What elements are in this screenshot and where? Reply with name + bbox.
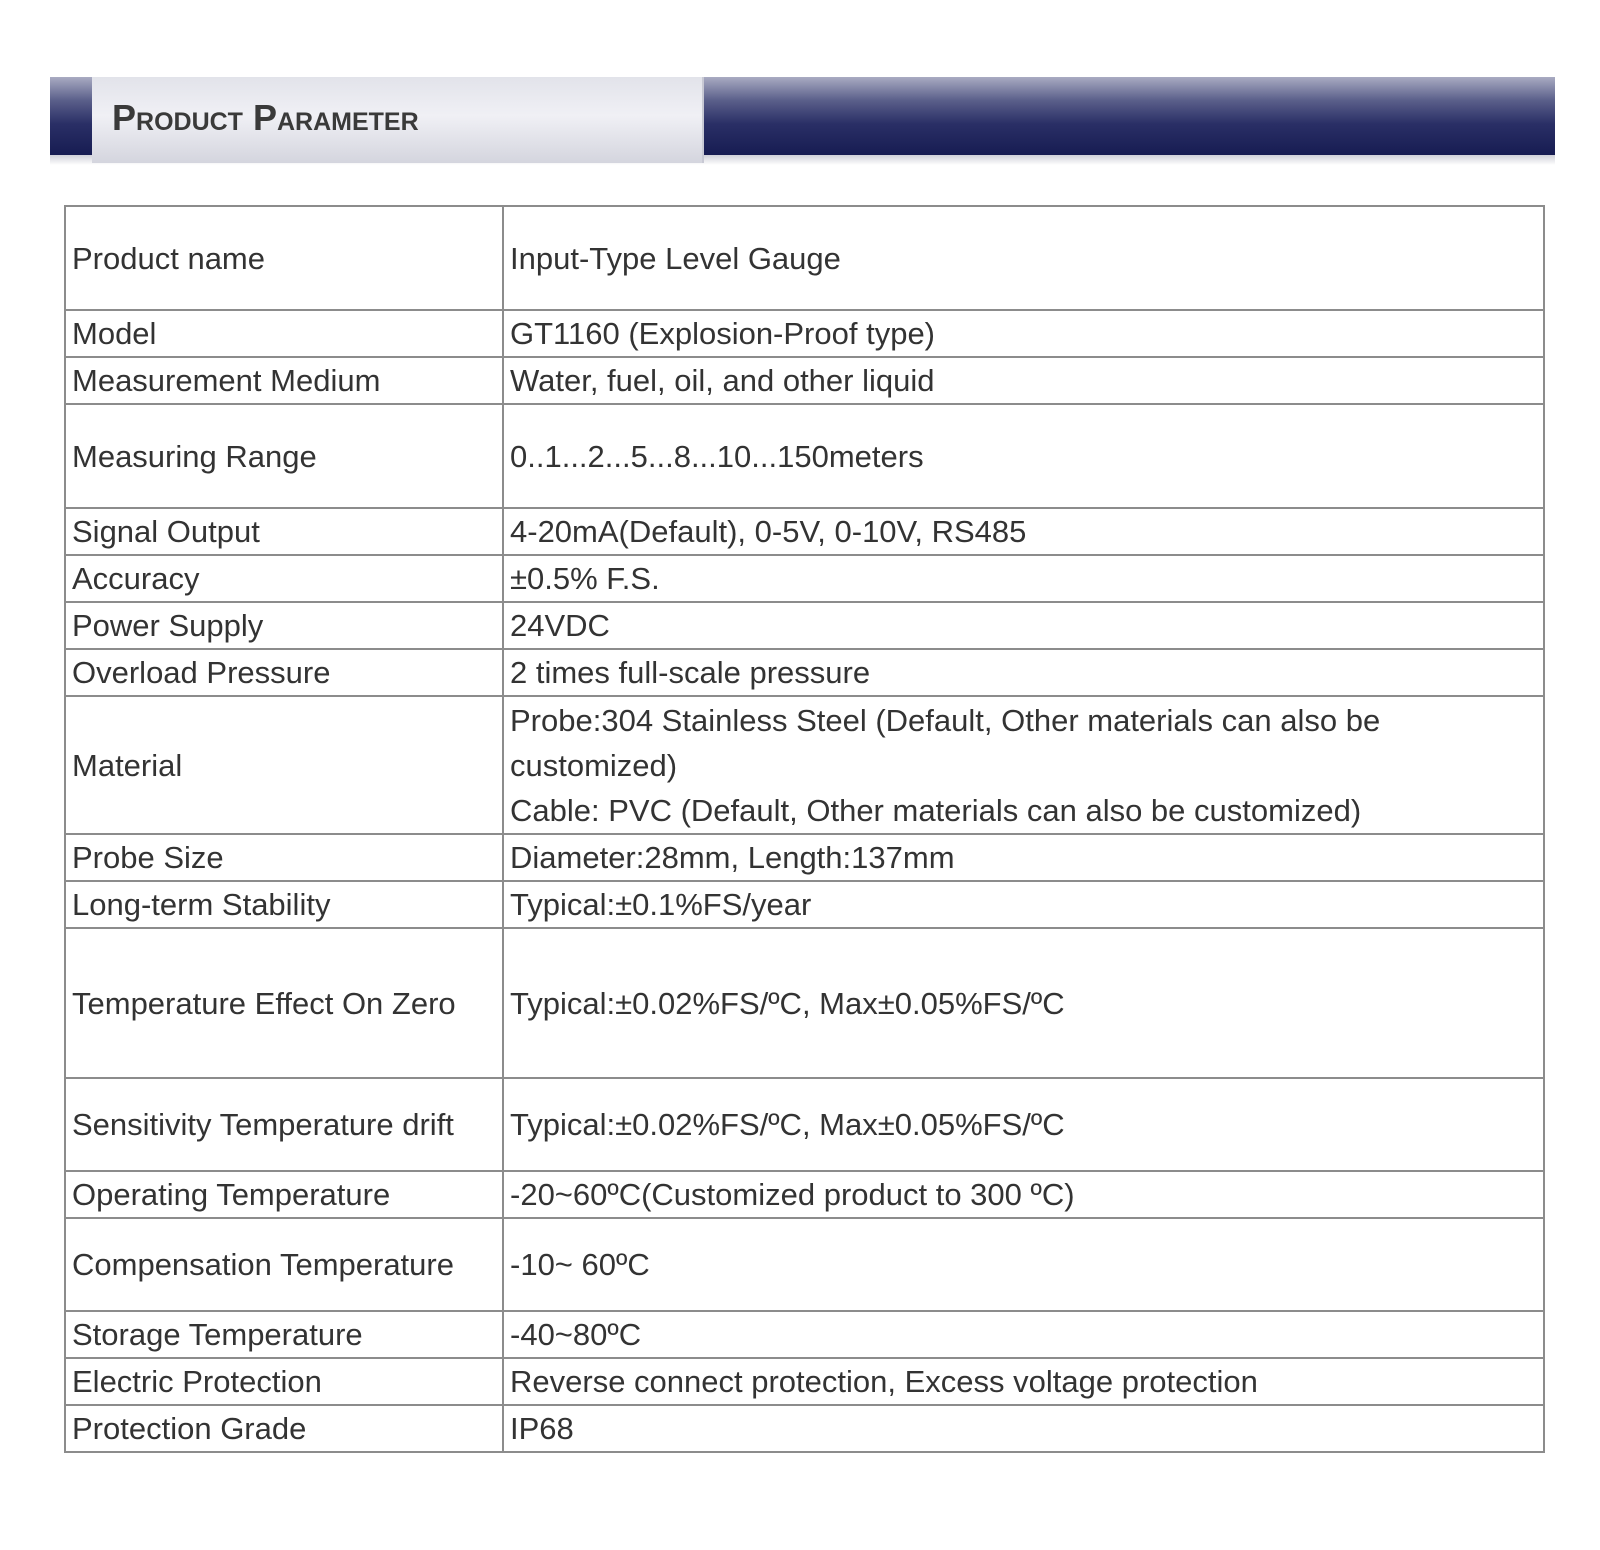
parameter-value [503, 310, 1544, 357]
parameter-value [503, 206, 1544, 310]
parameter-value-line: Typical:±0.02%FS/ºC, Max±0.05%FS/ºC [510, 985, 1065, 1021]
product-parameter-table [64, 205, 1545, 1453]
parameter-value [503, 834, 1544, 881]
parameter-label: Temperature Effect On Zero [65, 928, 503, 1078]
parameter-label: Compensation Temperature [65, 1218, 503, 1311]
parameter-value [503, 1078, 1544, 1171]
table-row [65, 404, 1544, 508]
parameter-value [503, 881, 1544, 928]
parameter-value-line: Cable: PVC (Default, Other materials can also be customized) [510, 792, 1362, 828]
parameter-value-line: Probe:304 Stainless Steel (Default, Other materials can also be customized) [510, 702, 1381, 783]
parameter-label: Storage Temperature [65, 1311, 503, 1358]
parameter-label: Measurement Medium [65, 357, 503, 404]
parameter-value [503, 1171, 1544, 1218]
parameter-value [503, 928, 1544, 1078]
parameter-value-line: ±0.5% F.S. [510, 561, 660, 596]
parameter-label: Sensitivity Temperature drift [65, 1078, 503, 1171]
parameter-value-line: 2 times full-scale pressure [510, 655, 871, 690]
parameter-value [503, 1405, 1544, 1452]
table-row [65, 834, 1544, 881]
parameter-value [503, 357, 1544, 404]
parameter-label: Overload Pressure [65, 649, 503, 696]
parameter-value-line: -10~ 60ºC [510, 1247, 650, 1282]
table-row [65, 508, 1544, 555]
parameter-label: Accuracy [65, 555, 503, 602]
parameter-value [503, 696, 1544, 834]
parameter-value-line: Input-Type Level Gauge [510, 240, 841, 276]
parameter-label: Probe Size [65, 834, 503, 881]
parameter-table-body [65, 206, 1544, 1452]
table-row [65, 357, 1544, 404]
page-title: Product Parameter [112, 97, 419, 138]
parameter-value-line: GT1160 (Explosion-Proof type) [510, 316, 936, 351]
table-row [65, 1311, 1544, 1358]
table-row [65, 649, 1544, 696]
parameter-label: Electric Protection [65, 1358, 503, 1405]
parameter-label: Operating Temperature [65, 1171, 503, 1218]
parameter-value [503, 602, 1544, 649]
table-row [65, 310, 1544, 357]
table-row [65, 555, 1544, 602]
table-row [65, 1358, 1544, 1405]
parameter-value [503, 555, 1544, 602]
parameter-label: Signal Output [65, 508, 503, 555]
parameter-value [503, 1218, 1544, 1311]
parameter-value-line: IP68 [510, 1411, 574, 1446]
parameter-value-line: -40~80ºC [510, 1317, 642, 1352]
parameter-label: Measuring Range [65, 404, 503, 508]
parameter-value-line: 24VDC [510, 608, 610, 643]
parameter-value-line: Water, fuel, oil, and other liquid [510, 363, 935, 398]
table-row [65, 602, 1544, 649]
parameter-value-line: Typical:±0.02%FS/ºC, Max±0.05%FS/ºC [510, 1107, 1065, 1142]
parameter-value-line: Reverse connect protection, Excess voltage protection [510, 1364, 1258, 1399]
table-row [65, 881, 1544, 928]
parameter-value-line: Typical:±0.1%FS/year [510, 887, 812, 922]
parameter-label: Power Supply [65, 602, 503, 649]
parameter-value [503, 508, 1544, 555]
parameter-value-line: Diameter:28mm, Length:137mm [510, 840, 955, 875]
parameter-label: Material [65, 696, 503, 834]
table-row [65, 928, 1544, 1078]
parameter-value [503, 649, 1544, 696]
table-row [65, 1218, 1544, 1311]
parameter-label: Long-term Stability [65, 881, 503, 928]
table-row [65, 206, 1544, 310]
parameter-value-line: 0..1...2...5...8...10...150meters [510, 438, 924, 474]
parameter-value [503, 404, 1544, 508]
table-row [65, 1171, 1544, 1218]
parameter-value [503, 1311, 1544, 1358]
parameter-value-line: 4-20mA(Default), 0-5V, 0-10V, RS485 [510, 514, 1027, 549]
parameter-label: Product name [65, 206, 503, 310]
table-row [65, 1078, 1544, 1171]
table-row [65, 1405, 1544, 1452]
parameter-value [503, 1358, 1544, 1405]
parameter-value-line: -20~60ºC(Customized product to 300 ºC) [510, 1177, 1075, 1212]
parameter-label: Model [65, 310, 503, 357]
table-row [65, 696, 1544, 834]
parameter-label: Protection Grade [65, 1405, 503, 1452]
